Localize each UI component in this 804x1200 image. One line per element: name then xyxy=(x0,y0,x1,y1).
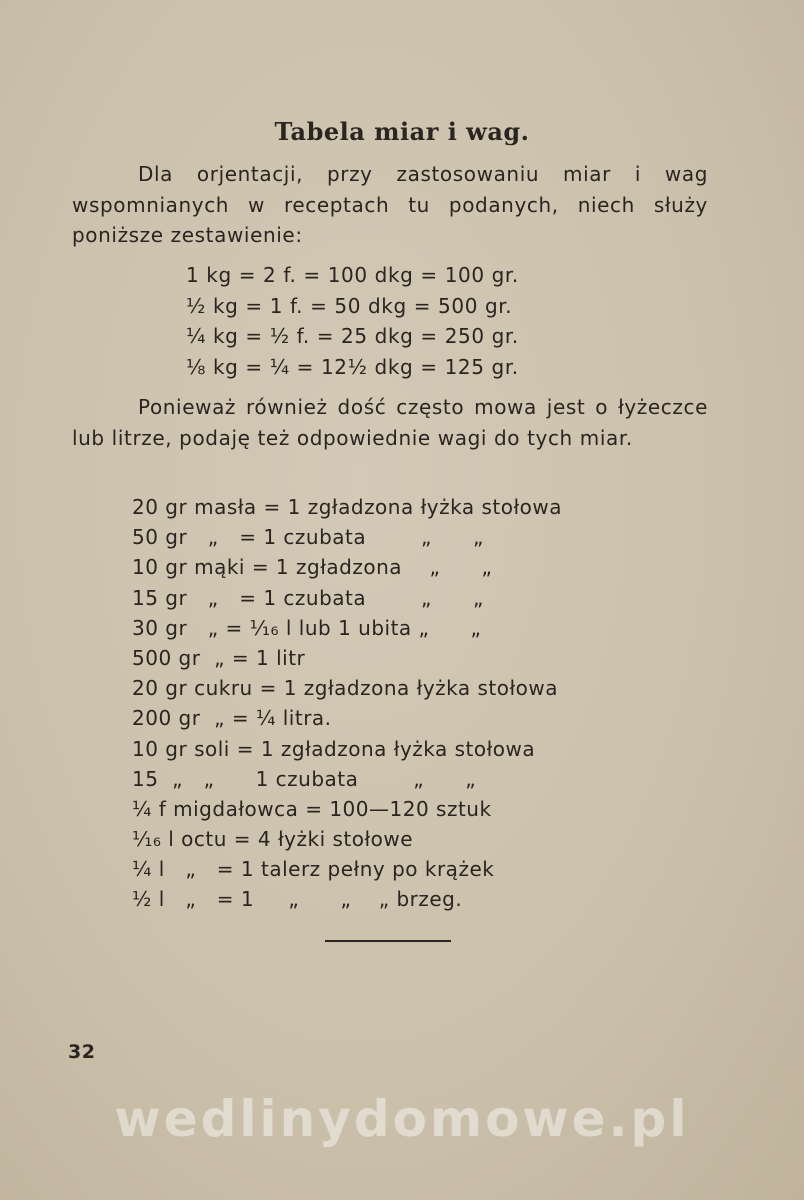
equivalence-row: ¼ kg = ½ f. = 25 dkg = 250 gr. xyxy=(186,324,519,348)
page-title: Tabela miar i wag. xyxy=(274,117,530,146)
watermark: wedlinydomowe.pl xyxy=(114,1090,690,1148)
measure-row: 10 gr soli = 1 zgładzona łyżka stołowa xyxy=(132,736,536,761)
equivalence-row: ⅛ kg = ¼ = 12½ dkg = 125 gr. xyxy=(186,354,519,379)
measure-row: 20 gr cukru = 1 zgładzona łyżka stołowa xyxy=(132,676,559,701)
page-number: 32 xyxy=(68,1041,96,1063)
equivalence-list xyxy=(186,260,646,382)
measure-row: ¹⁄₁₆ l octu = 4 łyżki stołowe xyxy=(132,827,414,852)
measure-row: 200 gr „ = ¼ litra. xyxy=(132,706,332,731)
second-paragraph: Ponieważ również dość często mowa jest o łyżeczce lub litrze, podaję też odpowiednie wagi do tych miar. xyxy=(72,395,708,450)
equivalence-row: 1 kg = 2 f. = 100 dkg = 100 gr. xyxy=(186,263,519,287)
measure-row: ¼ l „ = 1 talerz pełny po krążek xyxy=(132,857,495,882)
measure-row: 30 gr „ = ¹⁄₁₆ l lub 1 ubita „ „ xyxy=(132,615,482,640)
measure-row: 15 gr „ = 1 czubata „ „ xyxy=(132,585,484,610)
measure-row: 15 „ „ 1 czubata „ „ xyxy=(132,766,477,791)
measure-row: 10 gr mąki = 1 zgładzona „ „ xyxy=(132,555,493,580)
equivalence-row: ½ kg = 1 f. = 50 dkg = 500 gr. xyxy=(186,293,513,318)
measure-row: ½ l „ = 1 „ „ „ brzeg. xyxy=(132,887,463,912)
measure-row: 500 gr „ = 1 litr xyxy=(132,645,306,670)
measure-row: ¼ f migdałowca = 100—120 sztuk xyxy=(132,796,492,821)
measure-row: 50 gr „ = 1 czubata „ „ xyxy=(132,525,484,550)
measure-row: 20 gr masła = 1 zgładzona łyżka stołowa xyxy=(132,495,562,519)
section-divider xyxy=(325,940,451,942)
measures-list xyxy=(132,492,692,915)
intro-paragraph: Dla orjentacji, przy zastosowaniu miar i wag wspomnianych w receptach tu podanych, niech służy poniższe zestawienie: xyxy=(72,162,708,247)
